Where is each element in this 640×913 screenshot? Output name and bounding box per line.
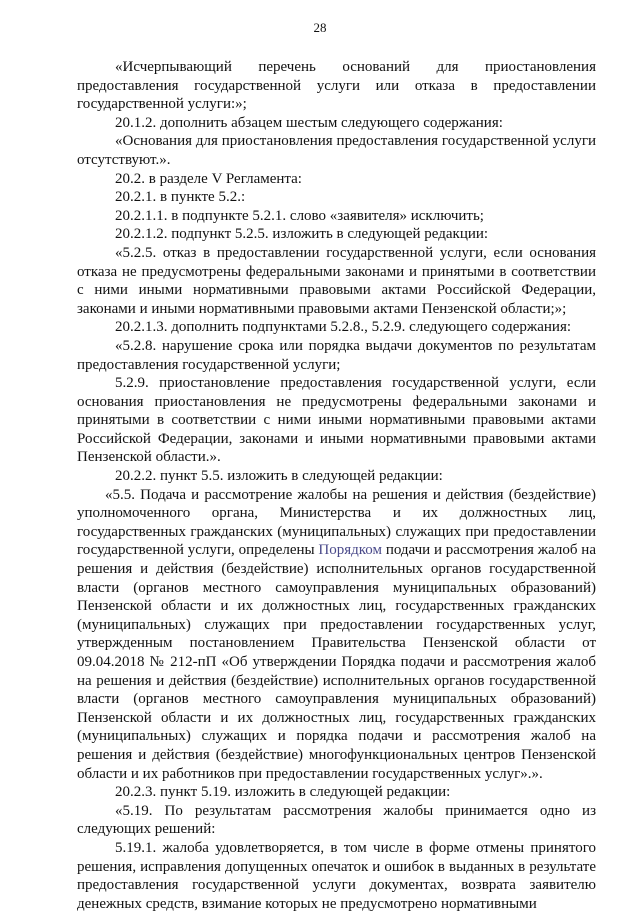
paragraph: 20.2.2. пункт 5.5. изложить в следующей редакции: <box>115 468 443 485</box>
paragraph: «Основания для приостановления предоставления государственной услуги отсутствуют.». <box>77 133 596 168</box>
paragraph: 20.2.1.3. дополнить подпунктами 5.2.8., 5.2.9. следующего содержания: <box>115 319 572 336</box>
paragraph-text: подачи и рассмотрения жалоб на решения и действия (бездействие) исполнительных органов государственной власти (органов местного самоуправления муниципальных образований) Пензенской области и их должностных лиц, государственных гражданских (муниципальных) служащих при предоставлении государственных услуг, утвержденным постановлением Правительства Пензенской области от 09.04.2018 № 212-пП «Об утверждении Порядка подачи и рассмотрения жалоб на решения и действия (бездействие) исполнительных органов государственной власти (органов местного самоуправления муниципальных образований) Пензенской области и их должностных лиц, государственных гражданских (муниципальных) служащих и порядка подачи и рассмотрения жалоб на решения и действия (бездействие) многофункциональных центров Пензенской области и их работников при предоставлении государственных услуг».». <box>77 542 596 782</box>
paragraph: 20.2.1. в пункте 5.2.: <box>115 189 246 206</box>
page-number: 28 <box>313 20 327 35</box>
document-body <box>77 58 596 913</box>
paragraph: «5.19. По результатам рассмотрения жалобы принимается одно из следующих решений: <box>77 802 596 838</box>
paragraph: 20.2.3. пункт 5.19. изложить в следующей редакции: <box>115 784 451 801</box>
paragraph: 20.2.1.2. подпункт 5.2.5. изложить в следующей редакции: <box>115 226 489 243</box>
paragraph: 20.2.1.1. в подпункте 5.2.1. слово «заявителя» исключить; <box>115 207 484 224</box>
paragraph-text: «5.5. Подача и рассмотрение жалобы на решения и действия (бездействие) уполномоченного органа, Министерства и их должностных лиц, государственных гражданских (муниципальных) служащих при предоставлении государственной услуги, определены <box>77 486 596 559</box>
paragraph: 20.1.2. дополнить абзацем шестым следующего содержания: <box>115 114 503 131</box>
paragraph: 5.2.9. приостановление предоставления государственной услуги, если основания приостановления не предусмотрены федеральными законами и принятыми в соответствии с ними иными нормативными правовыми актами Российской Федерации, законами и иными нормативными правовыми актами Пензенской области.». <box>77 375 596 466</box>
paragraph: «5.2.5. отказ в предоставлении государственной услуги, если основания отказа не предусмотрены федеральными законами и принятыми в соответствии с ними иными нормативными правовыми актами Российской Федерации, законами и иными нормативными правовыми актами Пензенской области;»; <box>77 244 596 317</box>
paragraph: 5.19.1. жалоба удовлетворяется, в том числе в форме отмены принятого решения, исправления допущенных опечаток и ошибок в выданных в результате предоставления государственной услуги документах, возврата заявителю денежных средств, взимание которых не предусмотрено нормативными <box>77 839 596 912</box>
paragraph-5-5 <box>77 486 596 784</box>
paragraph: 20.2. в разделе V Регламента: <box>115 170 302 187</box>
paragraph: «Исчерпывающий перечень оснований для приостановления предоставления государственной услуги или отказа в предоставлении государственной услуги:»; <box>77 59 596 113</box>
paragraph: «5.2.8. нарушение срока или порядка выдачи документов по результатам предоставления государственной услуги; <box>77 337 596 373</box>
poryadok-link[interactable]: Порядком <box>318 542 383 559</box>
